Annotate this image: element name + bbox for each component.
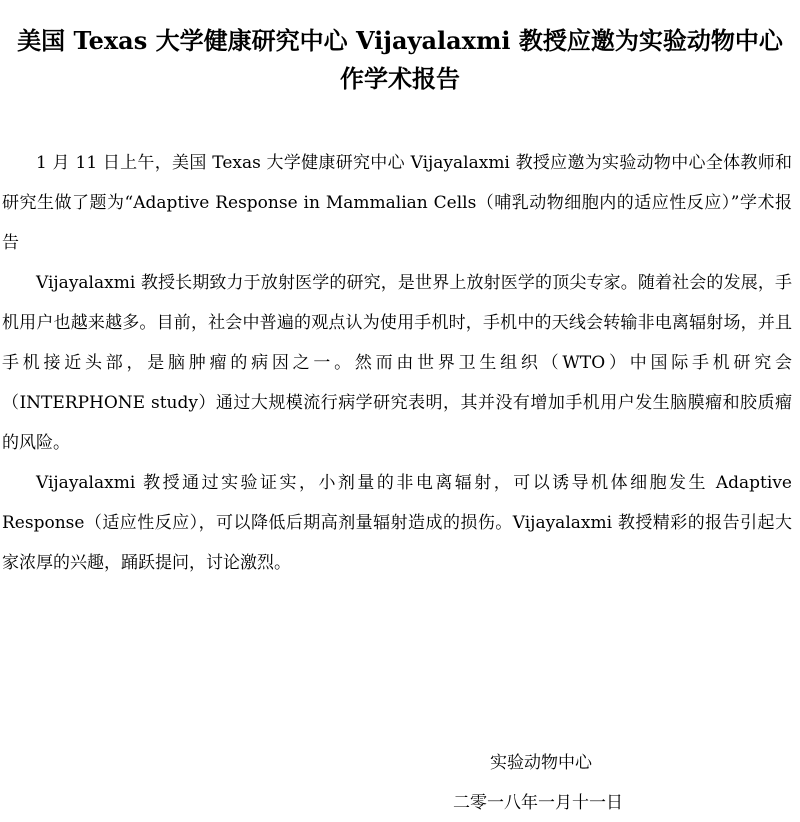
signature-organization: 实验动物中心 [490,753,592,773]
document-title [0,22,800,98]
paragraph-background: Vijayalaxmi 教授长期致力于放射医学的研究，是世界上放射医学的顶尖专家。随着社会的发展，手机用户也越来越多。目前，社会中普遍的观点认为使用手机时，手机中的天线会转输非电离辐射场，并且手机接近头部，是脑肿瘤的病因之一。然而由世界卫生组织（WTO）中国际手机研究会（INTERPHONE study）通过大规模流行病学研究表明，其并没有增加手机用户发生脑膜瘤和胶质瘤的风险。 [2,273,792,453]
title-line-1: 美国 Texas 大学健康研究中心 Vijayalaxmi 教授应邀为实验动物中心 [17,26,783,55]
paragraph-conclusion: Vijayalaxmi 教授通过实验证实，小剂量的非电离辐射，可以诱导机体细胞发生 Adaptive Response（适应性反应），可以降低后期高剂量辐射造成的损伤。Vijayalaxmi 教授精彩的报告引起大家浓厚的兴趣，踊跃提问，讨论激烈。 [2,473,792,573]
paragraph-intro: 1 月 11 日上午，美国 Texas 大学健康研究中心 Vijayalaxmi 教授应邀为实验动物中心全体教师和研究生做了题为“Adaptive Response in Mammalian Cells（哺乳动物细胞内的适应性反应）”学术报告 [2,153,792,253]
signature-date: 二零一八年一月十一日 [453,793,623,813]
title-line-2: 作学术报告 [340,64,460,93]
article-body [2,143,792,583]
